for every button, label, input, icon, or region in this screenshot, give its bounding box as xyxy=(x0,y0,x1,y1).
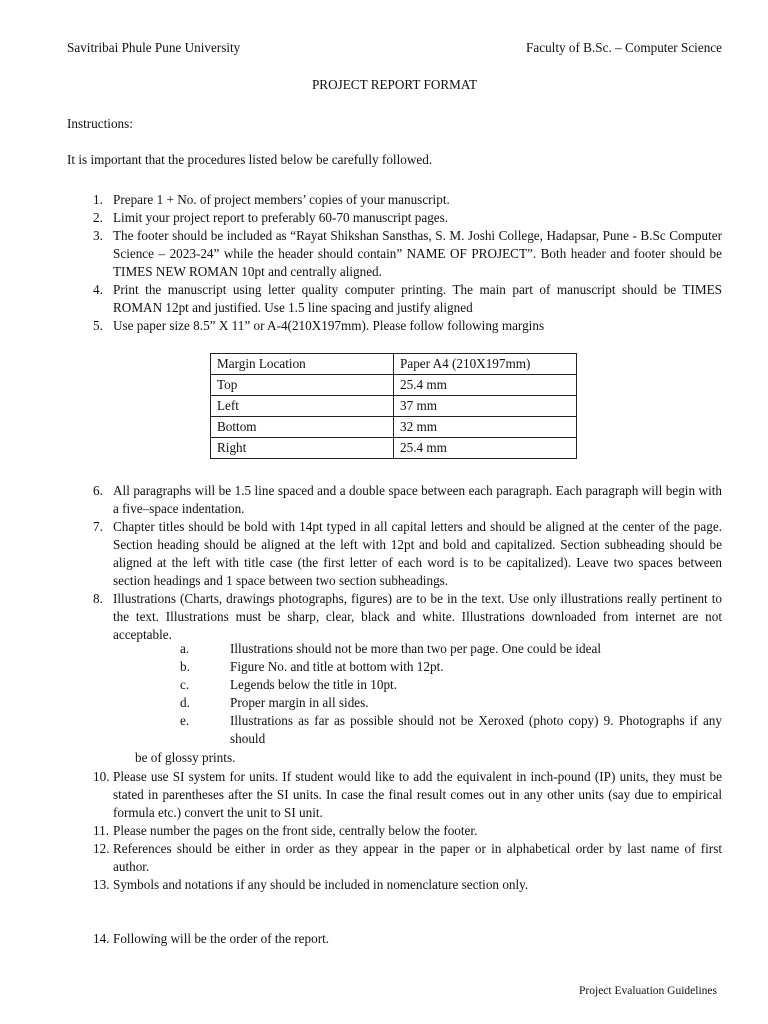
item-number: 7. xyxy=(93,519,103,534)
sublist-item xyxy=(180,640,722,658)
list-item xyxy=(67,768,722,822)
item-text: All paragraphs will be 1.5 line spaced and a double space between each paragraph. Each paragraph will begin with a five–space indentation. xyxy=(113,483,722,516)
subitem-text: Illustrations as far as possible should not be Xeroxed (photo copy) 9. Photographs if any should xyxy=(230,713,722,746)
subitem-letter: a. xyxy=(180,641,190,656)
sublist-item xyxy=(180,676,722,694)
table-row xyxy=(211,396,577,417)
item-text: Chapter titles should be bold with 14pt typed in all capital letters and should be aligned at the center of the page. Section heading should be aligned at the left with 12pt and bold and capitalized. Section subheading should be aligned at the left with title case (the first letter of each word is to be capitalized). Leave two spaces between section headings and 1 space between two section subheadings. xyxy=(113,519,722,588)
table-row xyxy=(211,438,577,459)
subitem-letter: b. xyxy=(180,659,190,674)
item-text: Use paper size 8.5” X 11” or A-4(210X197mm). Please follow following margins xyxy=(113,318,545,333)
subitem-text: Legends below the title in 10pt. xyxy=(230,677,398,692)
table-cell: 25.4 mm xyxy=(394,375,577,396)
table-cell: 25.4 mm xyxy=(394,438,577,459)
list-item xyxy=(67,876,722,894)
list-item xyxy=(67,317,722,335)
subitem-letter: e. xyxy=(180,713,190,728)
document-page xyxy=(67,0,722,1024)
item-text: Print the manuscript using letter quality computer printing. The main part of manuscript should be TIMES ROMAN 12pt and justified. Use 1.5 line spacing and justify aligned xyxy=(113,282,722,315)
item-text: The footer should be included as “Rayat Shikshan Sansthas, S. M. Joshi College, Hadapsar, Pune - B.Sc Computer Science – 2023-24” while the header should contain” NAME OF PROJECT”. Both header and footer should be TIMES NEW ROMAN 10pt and centrally aligned. xyxy=(113,228,722,279)
item-number: 12. xyxy=(93,841,110,856)
list-item xyxy=(67,227,722,281)
item-text: Illustrations (Charts, drawings photographs, figures) are to be in the text. Use only illustrations really pertinent to the text. Illustrations must be sharp, clear, black and white. Illustrations downloaded from internet are not acceptable. xyxy=(113,591,722,642)
item-number: 3. xyxy=(93,228,103,243)
item-number: 14. xyxy=(93,931,110,946)
table-row xyxy=(211,417,577,438)
subitem-text: Figure No. and title at bottom with 12pt. xyxy=(230,659,444,674)
table-header-cell: Margin Location xyxy=(211,354,394,375)
table-row xyxy=(211,375,577,396)
table-cell: Bottom xyxy=(211,417,394,438)
item-text: Limit your project report to preferably 60-70 manuscript pages. xyxy=(113,210,449,225)
list-item xyxy=(67,590,722,644)
subitem-text: Illustrations should not be more than two per page. One could be ideal xyxy=(230,641,601,656)
intro-text: It is important that the procedures listed below be carefully followed. xyxy=(67,152,433,167)
header-university: Savitribai Phule Pune University xyxy=(67,40,241,55)
list-item xyxy=(67,281,722,317)
subitem-letter: c. xyxy=(180,677,190,692)
margins-table xyxy=(210,353,577,459)
item-number: 13. xyxy=(93,877,110,892)
subitem-continuation: be of glossy prints. xyxy=(135,750,236,765)
instruction-list-part-2 xyxy=(67,482,722,644)
item-number: 4. xyxy=(93,282,103,297)
item-text: Prepare 1 + No. of project members’ copies of your manuscript. xyxy=(113,192,450,207)
illustration-sublist xyxy=(180,640,722,748)
list-item xyxy=(67,930,722,948)
item-number: 1. xyxy=(93,192,103,207)
item-number: 5. xyxy=(93,318,103,333)
item-number: 2. xyxy=(93,210,103,225)
sublist-item xyxy=(180,694,722,712)
instructions-label: Instructions: xyxy=(67,116,133,131)
item-number: 10. xyxy=(93,769,110,784)
subitem-text: Proper margin in all sides. xyxy=(230,695,369,710)
table-cell: Top xyxy=(211,375,394,396)
instruction-list-part-3 xyxy=(67,768,722,894)
page-footer: Project Evaluation Guidelines xyxy=(579,985,717,997)
table-header-row xyxy=(211,354,577,375)
page-header xyxy=(67,39,722,57)
item-number: 8. xyxy=(93,591,103,606)
item-text: References should be either in order as they appear in the paper or in alphabetical order by last name of first author. xyxy=(113,841,722,874)
table-cell: Right xyxy=(211,438,394,459)
table-header-cell: Paper A4 (210X197mm) xyxy=(394,354,577,375)
header-faculty: Faculty of B.Sc. – Computer Science xyxy=(526,40,722,55)
table-cell: 37 mm xyxy=(394,396,577,417)
instruction-list-part-4 xyxy=(67,930,722,948)
list-item xyxy=(67,518,722,590)
item-number: 6. xyxy=(93,483,103,498)
item-text: Please number the pages on the front side, centrally below the footer. xyxy=(113,823,478,838)
page-title: PROJECT REPORT FORMAT xyxy=(311,77,478,92)
sublist-item xyxy=(180,658,722,676)
list-item xyxy=(67,482,722,518)
table-cell: Left xyxy=(211,396,394,417)
sublist-item xyxy=(180,712,722,748)
item-text: Following will be the order of the report. xyxy=(113,931,330,946)
item-text: Please use SI system for units. If student would like to add the equivalent in inch-pound (IP) units, they must be stated in parentheses after the SI units. In case the final result comes out in any other units (say due to empirical formula etc.) convert the unit to SI unit. xyxy=(113,769,722,820)
table-cell: 32 mm xyxy=(394,417,577,438)
item-text: Symbols and notations if any should be included in nomenclature section only. xyxy=(113,877,529,892)
list-item xyxy=(67,822,722,840)
list-item xyxy=(67,209,722,227)
list-item xyxy=(67,191,722,209)
list-item xyxy=(67,840,722,876)
item-number: 11. xyxy=(93,823,109,838)
subitem-letter: d. xyxy=(180,695,190,710)
instruction-list-part-1 xyxy=(67,191,722,335)
